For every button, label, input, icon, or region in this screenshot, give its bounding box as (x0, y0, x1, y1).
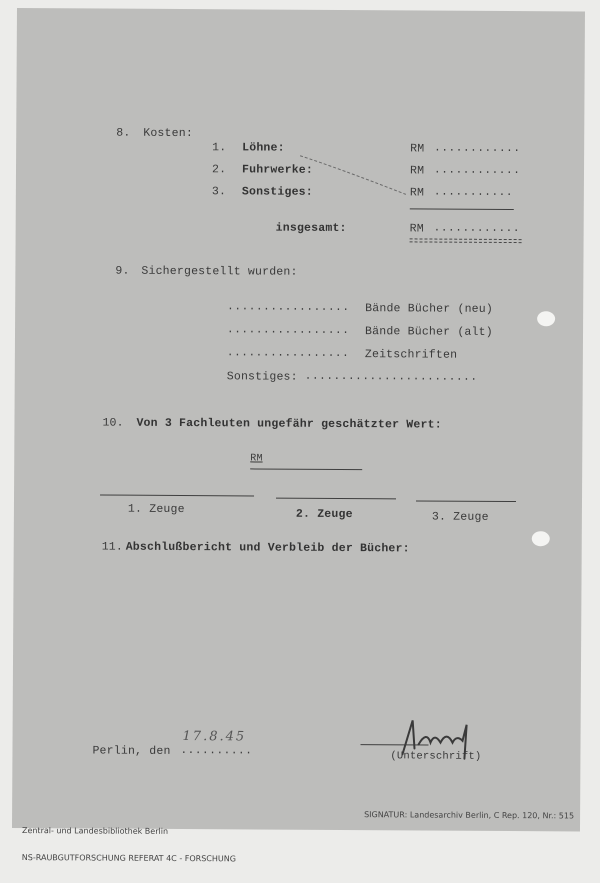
section-10-title: Von 3 Fachleuten ungefähr geschätzter Wert: (136, 416, 442, 432)
punch-hole-top (537, 311, 555, 326)
total-currency: RM (409, 222, 424, 236)
footer-department: NS-RAUBGUTFORSCHUNG REFERAT 4C - FORSCHUNG (21, 853, 236, 864)
cost-2-currency: RM (409, 164, 425, 178)
secured-1-label: Bände Bücher (neu) (365, 302, 494, 316)
footer-left (22, 808, 237, 881)
cost-1-currency: RM (410, 142, 425, 156)
witness-3-signature-line[interactable] (416, 500, 516, 502)
cost-2-field[interactable]: ............ (433, 164, 521, 178)
cost-3-label: Sonstiges: (241, 185, 313, 199)
section-9-title: Sichergestellt wurden: (141, 264, 298, 279)
value-line[interactable] (250, 468, 362, 470)
total-field[interactable]: ............ (433, 222, 521, 236)
value-currency: RM (250, 453, 263, 465)
section-8 (17, 8, 585, 236)
section-11-number: 11. (101, 540, 124, 554)
secured-3-field[interactable]: ................. (226, 347, 350, 361)
strike-through-mark (298, 154, 408, 197)
secured-3-label: Zeitschriften (364, 348, 458, 362)
witness-1-label: 1. Zeuge (127, 502, 185, 517)
cost-3-number: 3. (211, 185, 227, 199)
cost-2-number: 2. (211, 163, 227, 177)
section-8-number: 8. (116, 126, 131, 140)
secured-1-field[interactable]: ................. (227, 301, 350, 315)
handwritten-date: 17.8.45 (182, 729, 247, 745)
section-10-number: 10. (102, 416, 124, 430)
place-label: Perlin, den (92, 744, 171, 758)
punch-hole-bottom (532, 531, 550, 546)
witness-2-signature-line[interactable] (276, 498, 396, 500)
cost-3-currency: RM (409, 186, 425, 200)
secured-other-label: Sonstiges: (226, 370, 298, 384)
signature-label: (Unterschrift) (390, 750, 482, 763)
subtotal-line (410, 208, 514, 210)
witness-2-label: 2. Zeuge (295, 507, 353, 522)
section-8-title: Kosten: (143, 126, 193, 141)
document-page (12, 8, 585, 864)
cost-2-label: Fuhrwerke: (241, 163, 314, 177)
cost-1-label: Löhne: (242, 141, 285, 155)
footer-institution: Zentral- und Landesbibliothek Berlin (21, 826, 169, 836)
footer-signature-ref: SIGNATUR: Landesarchiv Berlin, C Rep. 120, Nr.: 515 (364, 810, 575, 821)
witness-3-label: 3. Zeuge (431, 510, 489, 524)
cost-1-field[interactable]: ............ (434, 142, 521, 156)
secured-other-field[interactable]: ........................ (304, 370, 478, 384)
witness-1-signature-line[interactable] (100, 495, 254, 497)
section-11-title: Abschlußbericht und Verbleib der Bücher: (125, 540, 410, 556)
date-field[interactable]: .......... (180, 745, 253, 758)
secured-2-label: Bände Bücher (alt) (364, 325, 493, 339)
cost-1-number: 1. (212, 141, 227, 155)
secured-2-field[interactable]: ................. (226, 324, 350, 338)
total-label: insgesamt: (275, 221, 347, 236)
cost-3-field[interactable]: ........... (433, 186, 514, 200)
total-double-line (410, 238, 522, 243)
section-9-number: 9. (115, 264, 130, 278)
